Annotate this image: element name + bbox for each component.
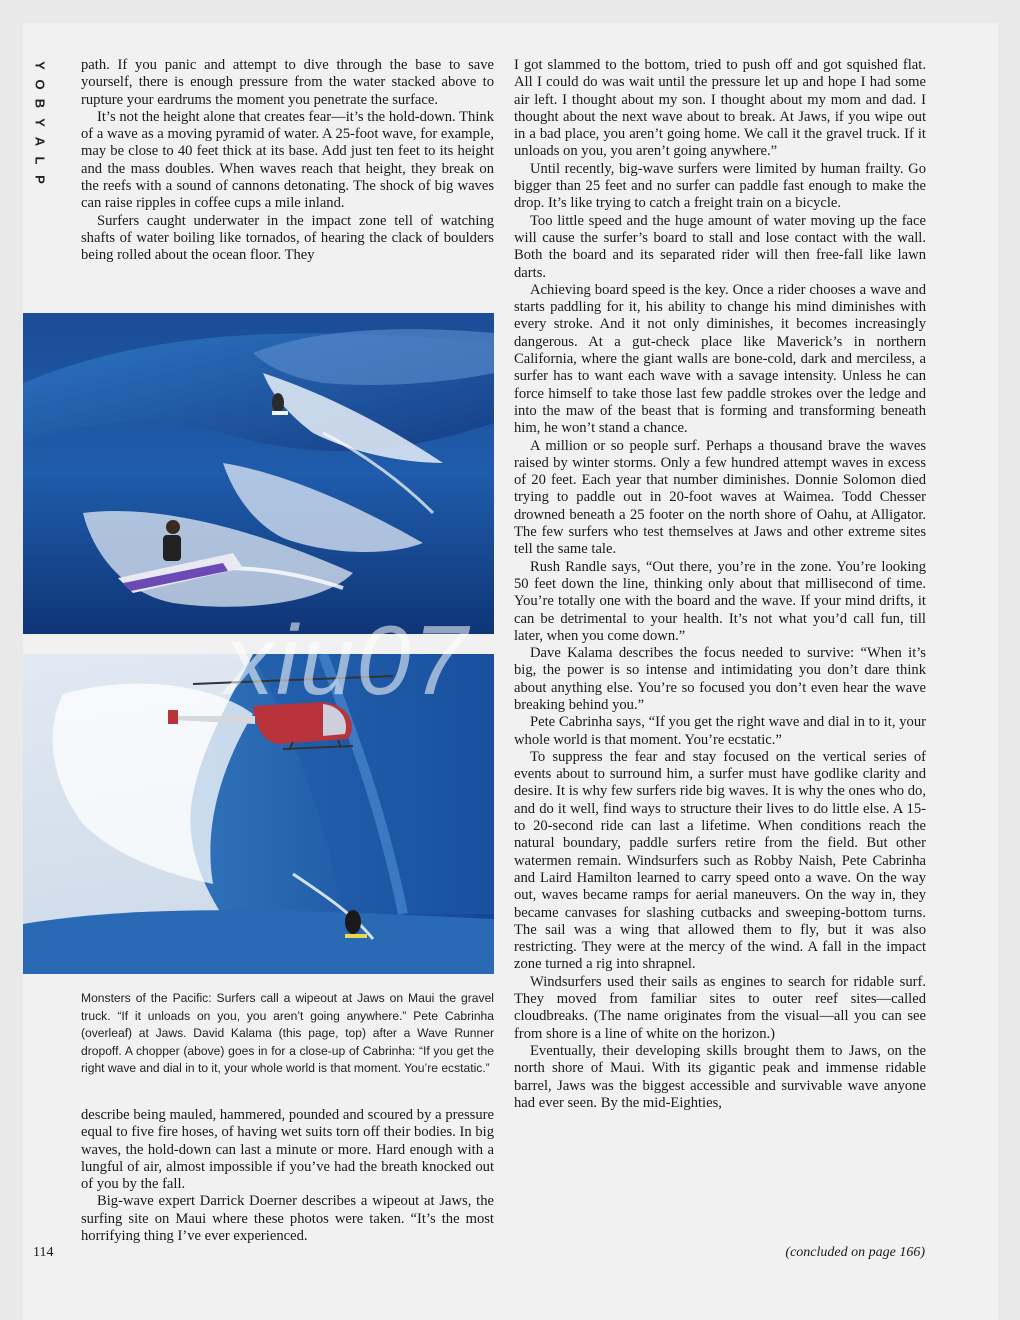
watermark-text: xiu07 [225,605,470,715]
paragraph: I got slammed to the bottom, tried to push off and got squished flat. All I could do was wait until the pressure let up and hope I had some air left. I thought about my son. I thought about my mom and dad. I thought about the next wave about to break. At Jaws, if you wipe out in a bad place, you aren’t going home. We call it the gravel truck. If it unloads on you, you aren’t going anywhere.” [514,57,926,160]
masthead-letter: P [32,175,48,184]
paragraph: Big-wave expert Darrick Doerner describes a wipeout at Jaws, the surfing site on Maui where these photos were taken. “It’s the most horrifying thing I’ve ever experienced. [81,1193,494,1245]
page-number: 114 [33,1245,54,1260]
masthead-letter: Y [32,61,48,70]
right-column [514,57,926,1112]
paragraph: describe being mauled, hammered, pounded and scoured by a pressure equal to five fire hoses, of having wet suits torn off their bodies. In big waves, the hold-down can last a minute or more. Hard enough with a lungful of air, almost impossible if you’ve had the breath knocked out of you by the fall. [81,1107,494,1193]
left-column-bottom [81,1107,494,1245]
photo-jet-ski-wave [23,313,494,634]
paragraph: Eventually, their developing skills brought them to Jaws, on the north shore of Maui. With its gigantic peak and immense ridable barrel, Jaws was the biggest accessible and survivable wave anyone had ever seen. By the mid-Eighties, [514,1042,926,1111]
paragraph: Rush Randle says, “Out there, you’re in the zone. You’re looking 50 feet down the line, thinking only about that millisecond of time. You’re totally one with the board and the wave. If your mind drifts, it can be detrimental to your health. It’s not what you’d call fun, till later, when you come down.” [514,558,926,644]
photo-helicopter-wave [23,654,494,974]
paragraph: Windsurfers used their sails as engines to search for ridable surf. They moved from familiar sites to outer reef sites—called cloudbreaks. (The name originates from the visual—all you can see from shore is a line of white on the horizon.) [514,973,926,1042]
masthead-letter: O [32,79,48,90]
paragraph: A million or so people surf. Perhaps a thousand brave the waves raised by winter storms. Only a few hundred attempt waves in excess of 20 feet. Each year that number diminishes. Donnie Solomon died trying to paddle out in 20-foot waves at Waimea. Todd Chesser drowned beneath a 25 footer on the north shore of Oahu, at Alligator. The few surfers who test themselves at Jaws and other extreme sites tell the same tale. [514,437,926,558]
paragraph: To suppress the fear and stay focused on the vertical series of events about to surround him, a surfer must have godlike clarity and desire. It is why few surfers ride big waves. It is why the ones who do, and do it well, find ways to structure their lives to do little else. A 15- to 20-second ride can last a lifetime. When conditions reach the natural boundary, paddle surfers retire from the field. But other watermen remain. Windsurfers such as Robby Naish, Pete Cabrinha and Laird Hamilton learned to carry speed onto a wave. On the way out, waves became ramps for aerial maneuvers. On the way in, they became canvases for slashing cutbacks and sweeping-bottom turns. The sail was a wing that allowed them to fly, but it was also restricting. They were at the mercy of the wind. A fall in the impact zone turned a rig into shrapnel. [514,748,926,973]
paragraph: It’s not the height alone that creates fear—it’s the hold-down. Think of a wave as a moving pyramid of water. A 25-foot wave, for example, may be close to 40 feet thick at its base. Add just ten feet to its height and the mass doubles. When waves reach that height, they break on the reefs with a sound of cannons detonating. The shock of big waves can raise ripples in coffee cups a mile inland. [81,108,494,212]
paragraph: path. If you panic and attempt to dive through the base to save yourself, there is enough pressure from the water stacked above to rupture your eardrums the moment you penetrate the surface. [81,57,494,108]
paragraph: Too little speed and the huge amount of water moving up the face will cause the surfer’s board to stall and lose contact with the wall. Both the board and its separated rider will then free-fall like lawn darts. [514,212,926,281]
masthead-letter: L [32,156,48,165]
masthead-letter: B [32,98,48,109]
left-column-top [81,57,494,265]
masthead-playboy [31,56,49,189]
masthead-letter: A [32,136,48,147]
paragraph: Surfers caught underwater in the impact zone tell of watching shafts of water boiling like tornados, of hearing the clack of boulders being rolled about the ocean floor. They [81,212,494,264]
paragraph: Until recently, big-wave surfers were limited by human frailty. Go bigger than 25 feet and no surfer can paddle fast enough to make the drop. It’s like trying to catch a freight train on a bicycle. [514,160,926,212]
masthead-letter: Y [32,118,48,127]
paragraph: Pete Cabrinha says, “If you get the right wave and dial in to it, your whole world is that moment. You’re ecstatic.” [514,714,926,748]
paragraph: Dave Kalama describes the focus needed to survive: “When it’s big, the power is so intense and intimidating you don’t dare think about anything else. You’re so focused you don’t even hear the wave breaking behind you.” [514,645,926,713]
photo-caption: Monsters of the Pacific: Surfers call a wipeout at Jaws on Maui the gravel truck. “If it unloads on you, you aren’t going anywhere.” Pete Cabrinha (overleaf) at Jaws. David Kalama (this page, top) after a Wave Runner dropoff. A chopper (above) goes in for a close-up of Cabrinha: “If you get the right wave and dial in to it, your whole world is that moment. You’re ecstatic.” [81,991,494,1076]
paragraph: Achieving board speed is the key. Once a rider chooses a wave and starts paddling for it, his ability to change his mind diminishes with every stroke. And it not only diminishes, it becomes increasingly dangerous. At a gut-check place like Maverick’s in northern California, where the giant walls are bone-cold, dark and merciless, a surfer has to want each wave with a savage intensity. Unless he can force himself to take those last few paddle strokes over the ledge and into the maw of the beast that is forming and transforming beneath him, he won’t stand a chance. [514,281,926,437]
continued-note: (concluded on page 166) [785,1245,925,1260]
